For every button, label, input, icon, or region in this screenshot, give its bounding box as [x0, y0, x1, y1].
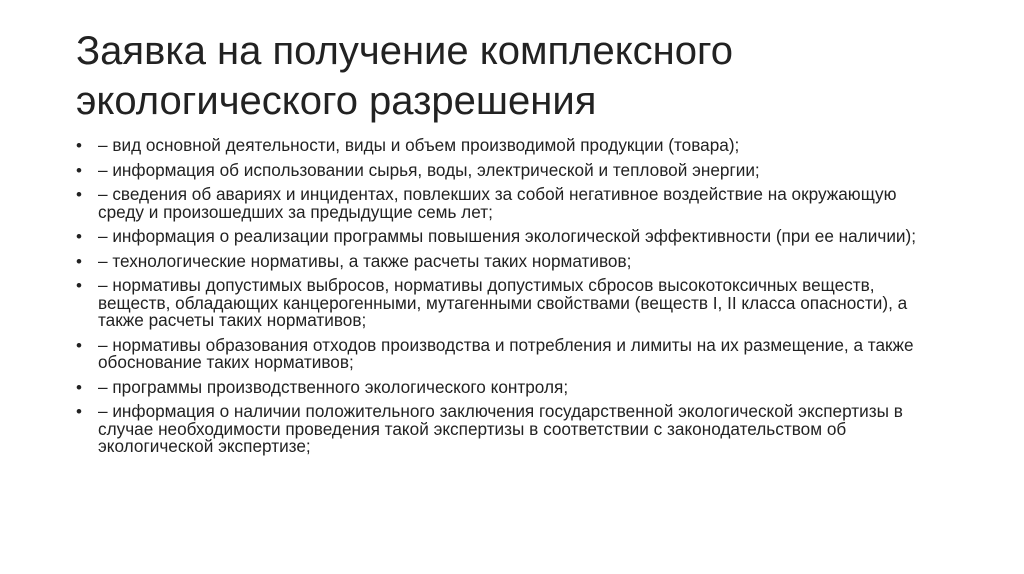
bullet-text: – информация о реализации программы повышения экологической эффективности (при ее наличии);: [98, 226, 917, 246]
slide-title-line-2: экологического разрешения: [76, 79, 597, 123]
bullet-dot-icon: •: [76, 377, 82, 397]
bullet-item-control-program: [76, 376, 946, 397]
slide-title: [76, 26, 956, 126]
bullet-text: – технологические нормативы, а также расчеты таких нормативов;: [98, 250, 632, 271]
bullet-item-efficiency-program: [76, 228, 946, 246]
bullet-dot-icon: •: [76, 136, 82, 155]
bullet-text: – программы производственного экологического контроля;: [98, 376, 569, 397]
bullet-dot-icon: •: [76, 251, 82, 271]
bullet-item-resources: [76, 159, 946, 180]
bullet-item-activity: [76, 137, 946, 155]
bullet-text: – нормативы образования отходов производства и потребления и лимиты на их размещение, а также обоснование таких нормативов;: [98, 334, 914, 372]
bullet-item-expertise: [76, 403, 946, 456]
bullet-dot-icon: •: [76, 185, 82, 204]
bullet-dot-icon: •: [76, 160, 82, 180]
bullet-dot-icon: •: [76, 227, 82, 246]
bullet-text: – сведения об авариях и инцидентах, повлекших за собой негативное воздействие на окружающую среду и произошедших за предыдущие семь лет;: [98, 184, 897, 222]
bullet-text: – нормативы допустимых выбросов, нормативы допустимых сбросов высокотоксичных веществ, веществ, обладающих канцерогенными, мутагенными свойствами (веществ I, II класса опасности), а также расчеты таких нормативов;: [98, 275, 908, 330]
bullet-text: – информация о наличии положительного заключения государственной экологической экспертизы в случае необходимости проведения такой экспертизы в соответствии с законодательством об экологической экспертизе;: [98, 401, 903, 456]
slide-title-line-1: Заявка на получение комплексного: [76, 29, 733, 73]
bullet-dot-icon: •: [76, 335, 82, 355]
bullet-dot-icon: •: [76, 276, 82, 295]
bullet-text: – вид основной деятельности, виды и объем производимой продукции (товара);: [98, 135, 740, 155]
bullet-dot-icon: •: [76, 402, 82, 421]
bullet-item-technological-norms: [76, 250, 946, 271]
bullet-item-accidents: [76, 186, 946, 221]
bullet-list: [76, 137, 946, 463]
bullet-item-emission-norms: [76, 277, 946, 330]
bullet-item-waste-norms: [76, 334, 946, 372]
bullet-text: – информация об использовании сырья, воды, электрической и тепловой энергии;: [98, 159, 760, 180]
